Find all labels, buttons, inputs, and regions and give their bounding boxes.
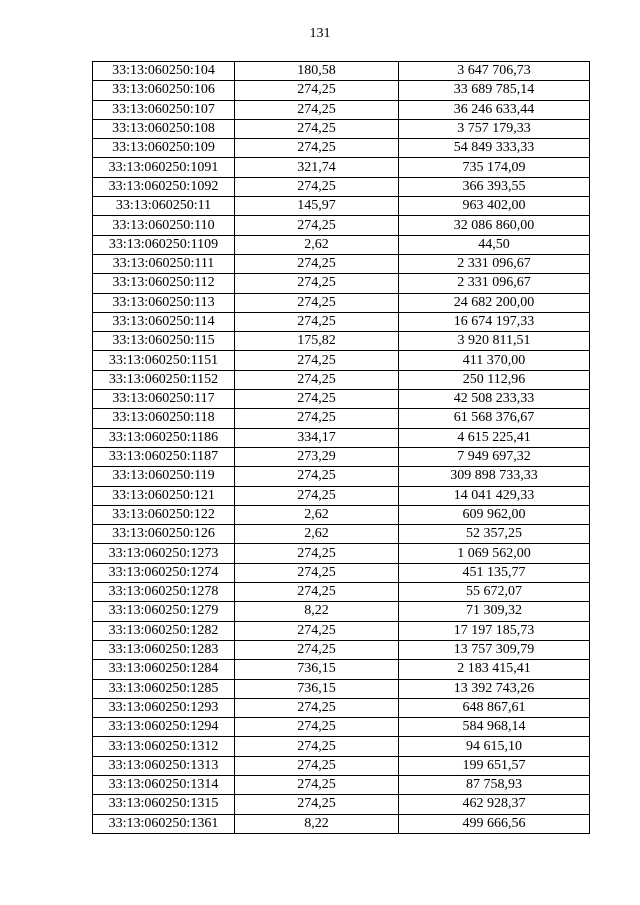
table-row — [93, 351, 590, 370]
rate-cell: 8,22 — [235, 814, 399, 833]
table-row — [93, 563, 590, 582]
cadastral-number-cell: 33:13:060250:119 — [93, 467, 235, 486]
cadastral-number-cell: 33:13:060250:121 — [93, 486, 235, 505]
cadastral-value-cell: 2 331 096,67 — [399, 254, 590, 273]
cadastral-number-cell: 33:13:060250:108 — [93, 119, 235, 138]
cadastral-number-cell: 33:13:060250:1151 — [93, 351, 235, 370]
table-row — [93, 486, 590, 505]
table-row — [93, 795, 590, 814]
cadastral-value-cell: 94 615,10 — [399, 737, 590, 756]
cadastral-value-cell: 3 757 179,33 — [399, 119, 590, 138]
cadastral-number-cell: 33:13:060250:110 — [93, 216, 235, 235]
table-row — [93, 467, 590, 486]
rate-cell: 274,25 — [235, 775, 399, 794]
cadastral-number-cell: 33:13:060250:1109 — [93, 235, 235, 254]
cadastral-number-cell: 33:13:060250:1361 — [93, 814, 235, 833]
cadastral-value-table — [92, 61, 590, 834]
rate-cell: 274,25 — [235, 737, 399, 756]
cadastral-value-cell: 52 357,25 — [399, 525, 590, 544]
rate-cell: 274,25 — [235, 274, 399, 293]
cadastral-value-cell: 7 949 697,32 — [399, 447, 590, 466]
rate-cell: 274,25 — [235, 312, 399, 331]
table-row — [93, 370, 590, 389]
rate-cell: 274,25 — [235, 621, 399, 640]
cadastral-value-cell: 411 370,00 — [399, 351, 590, 370]
table-row — [93, 293, 590, 312]
cadastral-number-cell: 33:13:060250:112 — [93, 274, 235, 293]
cadastral-value-cell: 61 568 376,67 — [399, 409, 590, 428]
cadastral-number-cell: 33:13:060250:122 — [93, 505, 235, 524]
table-row — [93, 100, 590, 119]
cadastral-number-cell: 33:13:060250:117 — [93, 390, 235, 409]
cadastral-number-cell: 33:13:060250:1187 — [93, 447, 235, 466]
rate-cell: 274,25 — [235, 409, 399, 428]
cadastral-number-cell: 33:13:060250:111 — [93, 254, 235, 273]
cadastral-number-cell: 33:13:060250:1186 — [93, 428, 235, 447]
cadastral-number-cell: 33:13:060250:1294 — [93, 718, 235, 737]
cadastral-value-cell: 36 246 633,44 — [399, 100, 590, 119]
table-row — [93, 139, 590, 158]
cadastral-value-cell: 584 968,14 — [399, 718, 590, 737]
rate-cell: 2,62 — [235, 235, 399, 254]
table-row — [93, 640, 590, 659]
table-row — [93, 718, 590, 737]
cadastral-value-cell: 1 069 562,00 — [399, 544, 590, 563]
cadastral-number-cell: 33:13:060250:1284 — [93, 660, 235, 679]
rate-cell: 274,25 — [235, 640, 399, 659]
cadastral-number-cell: 33:13:060250:113 — [93, 293, 235, 312]
table-row — [93, 312, 590, 331]
table-row — [93, 119, 590, 138]
cadastral-value-cell: 42 508 233,33 — [399, 390, 590, 409]
cadastral-value-cell: 462 928,37 — [399, 795, 590, 814]
rate-cell: 736,15 — [235, 679, 399, 698]
rate-cell: 180,58 — [235, 62, 399, 81]
cadastral-number-cell: 33:13:060250:115 — [93, 332, 235, 351]
rate-cell: 274,25 — [235, 718, 399, 737]
table-row — [93, 274, 590, 293]
rate-cell: 274,25 — [235, 293, 399, 312]
table-row — [93, 737, 590, 756]
rate-cell: 274,25 — [235, 698, 399, 717]
table-row — [93, 409, 590, 428]
cadastral-value-cell: 366 393,55 — [399, 177, 590, 196]
cadastral-number-cell: 33:13:060250:114 — [93, 312, 235, 331]
table-row — [93, 254, 590, 273]
cadastral-number-cell: 33:13:060250:1273 — [93, 544, 235, 563]
table-row — [93, 583, 590, 602]
table-row — [93, 62, 590, 81]
cadastral-value-cell: 2 183 415,41 — [399, 660, 590, 679]
table-row — [93, 621, 590, 640]
cadastral-value-cell: 648 867,61 — [399, 698, 590, 717]
rate-cell: 8,22 — [235, 602, 399, 621]
cadastral-number-cell: 33:13:060250:1282 — [93, 621, 235, 640]
table-row — [93, 216, 590, 235]
table-row — [93, 602, 590, 621]
table-row — [93, 505, 590, 524]
cadastral-value-cell: 14 041 429,33 — [399, 486, 590, 505]
table-row — [93, 447, 590, 466]
table-row — [93, 81, 590, 100]
cadastral-number-cell: 33:13:060250:118 — [93, 409, 235, 428]
cadastral-number-cell: 33:13:060250:1285 — [93, 679, 235, 698]
table-row — [93, 235, 590, 254]
cadastral-number-cell: 33:13:060250:1091 — [93, 158, 235, 177]
table-row — [93, 197, 590, 216]
rate-cell: 274,25 — [235, 756, 399, 775]
cadastral-number-cell: 33:13:060250:126 — [93, 525, 235, 544]
cadastral-number-cell: 33:13:060250:1092 — [93, 177, 235, 196]
rate-cell: 274,25 — [235, 100, 399, 119]
table-row — [93, 756, 590, 775]
cadastral-number-cell: 33:13:060250:1283 — [93, 640, 235, 659]
cadastral-number-cell: 33:13:060250:1279 — [93, 602, 235, 621]
table-row — [93, 428, 590, 447]
rate-cell: 274,25 — [235, 370, 399, 389]
rate-cell: 274,25 — [235, 177, 399, 196]
cadastral-value-cell: 3 647 706,73 — [399, 62, 590, 81]
cadastral-value-cell: 451 135,77 — [399, 563, 590, 582]
cadastral-value-cell: 3 920 811,51 — [399, 332, 590, 351]
cadastral-value-cell: 735 174,09 — [399, 158, 590, 177]
cadastral-value-cell: 199 651,57 — [399, 756, 590, 775]
cadastral-number-cell: 33:13:060250:109 — [93, 139, 235, 158]
rate-cell: 175,82 — [235, 332, 399, 351]
cadastral-number-cell: 33:13:060250:1312 — [93, 737, 235, 756]
cadastral-value-cell: 44,50 — [399, 235, 590, 254]
rate-cell: 274,25 — [235, 486, 399, 505]
rate-cell: 2,62 — [235, 525, 399, 544]
cadastral-number-cell: 33:13:060250:1314 — [93, 775, 235, 794]
cadastral-value-cell: 71 309,32 — [399, 602, 590, 621]
cadastral-value-cell: 55 672,07 — [399, 583, 590, 602]
cadastral-number-cell: 33:13:060250:1152 — [93, 370, 235, 389]
rate-cell: 274,25 — [235, 351, 399, 370]
cadastral-value-cell: 33 689 785,14 — [399, 81, 590, 100]
cadastral-value-cell: 17 197 185,73 — [399, 621, 590, 640]
rate-cell: 321,74 — [235, 158, 399, 177]
table-row — [93, 525, 590, 544]
rate-cell: 274,25 — [235, 390, 399, 409]
cadastral-value-cell: 13 757 309,79 — [399, 640, 590, 659]
rate-cell: 273,29 — [235, 447, 399, 466]
rate-cell: 274,25 — [235, 254, 399, 273]
rate-cell: 274,25 — [235, 467, 399, 486]
cadastral-number-cell: 33:13:060250:106 — [93, 81, 235, 100]
rate-cell: 274,25 — [235, 81, 399, 100]
rate-cell: 736,15 — [235, 660, 399, 679]
cadastral-value-cell: 499 666,56 — [399, 814, 590, 833]
rate-cell: 274,25 — [235, 544, 399, 563]
table-row — [93, 177, 590, 196]
cadastral-number-cell: 33:13:060250:107 — [93, 100, 235, 119]
cadastral-value-cell: 963 402,00 — [399, 197, 590, 216]
cadastral-value-cell: 4 615 225,41 — [399, 428, 590, 447]
table-row — [93, 332, 590, 351]
cadastral-value-cell: 2 331 096,67 — [399, 274, 590, 293]
table-row — [93, 390, 590, 409]
cadastral-number-cell: 33:13:060250:1274 — [93, 563, 235, 582]
rate-cell: 274,25 — [235, 216, 399, 235]
rate-cell: 274,25 — [235, 795, 399, 814]
rate-cell: 334,17 — [235, 428, 399, 447]
cadastral-value-cell: 16 674 197,33 — [399, 312, 590, 331]
cadastral-number-cell: 33:13:060250:1293 — [93, 698, 235, 717]
cadastral-value-cell: 32 086 860,00 — [399, 216, 590, 235]
cadastral-number-cell: 33:13:060250:1315 — [93, 795, 235, 814]
rate-cell: 274,25 — [235, 563, 399, 582]
cadastral-value-cell: 609 962,00 — [399, 505, 590, 524]
cadastral-value-cell: 13 392 743,26 — [399, 679, 590, 698]
table-row — [93, 158, 590, 177]
rate-cell: 274,25 — [235, 583, 399, 602]
cadastral-value-cell: 309 898 733,33 — [399, 467, 590, 486]
page-number: 131 — [309, 26, 331, 41]
table-row — [93, 679, 590, 698]
table-row — [93, 660, 590, 679]
cadastral-value-cell: 24 682 200,00 — [399, 293, 590, 312]
table-body — [93, 62, 590, 834]
cadastral-value-cell: 250 112,96 — [399, 370, 590, 389]
rate-cell: 274,25 — [235, 119, 399, 138]
cadastral-number-cell: 33:13:060250:104 — [93, 62, 235, 81]
table-row — [93, 544, 590, 563]
rate-cell: 2,62 — [235, 505, 399, 524]
cadastral-number-cell: 33:13:060250:1278 — [93, 583, 235, 602]
table-row — [93, 698, 590, 717]
table-row — [93, 814, 590, 833]
rate-cell: 145,97 — [235, 197, 399, 216]
cadastral-number-cell: 33:13:060250:1313 — [93, 756, 235, 775]
cadastral-number-cell: 33:13:060250:11 — [93, 197, 235, 216]
cadastral-value-cell: 87 758,93 — [399, 775, 590, 794]
rate-cell: 274,25 — [235, 139, 399, 158]
cadastral-value-cell: 54 849 333,33 — [399, 139, 590, 158]
table-row — [93, 775, 590, 794]
